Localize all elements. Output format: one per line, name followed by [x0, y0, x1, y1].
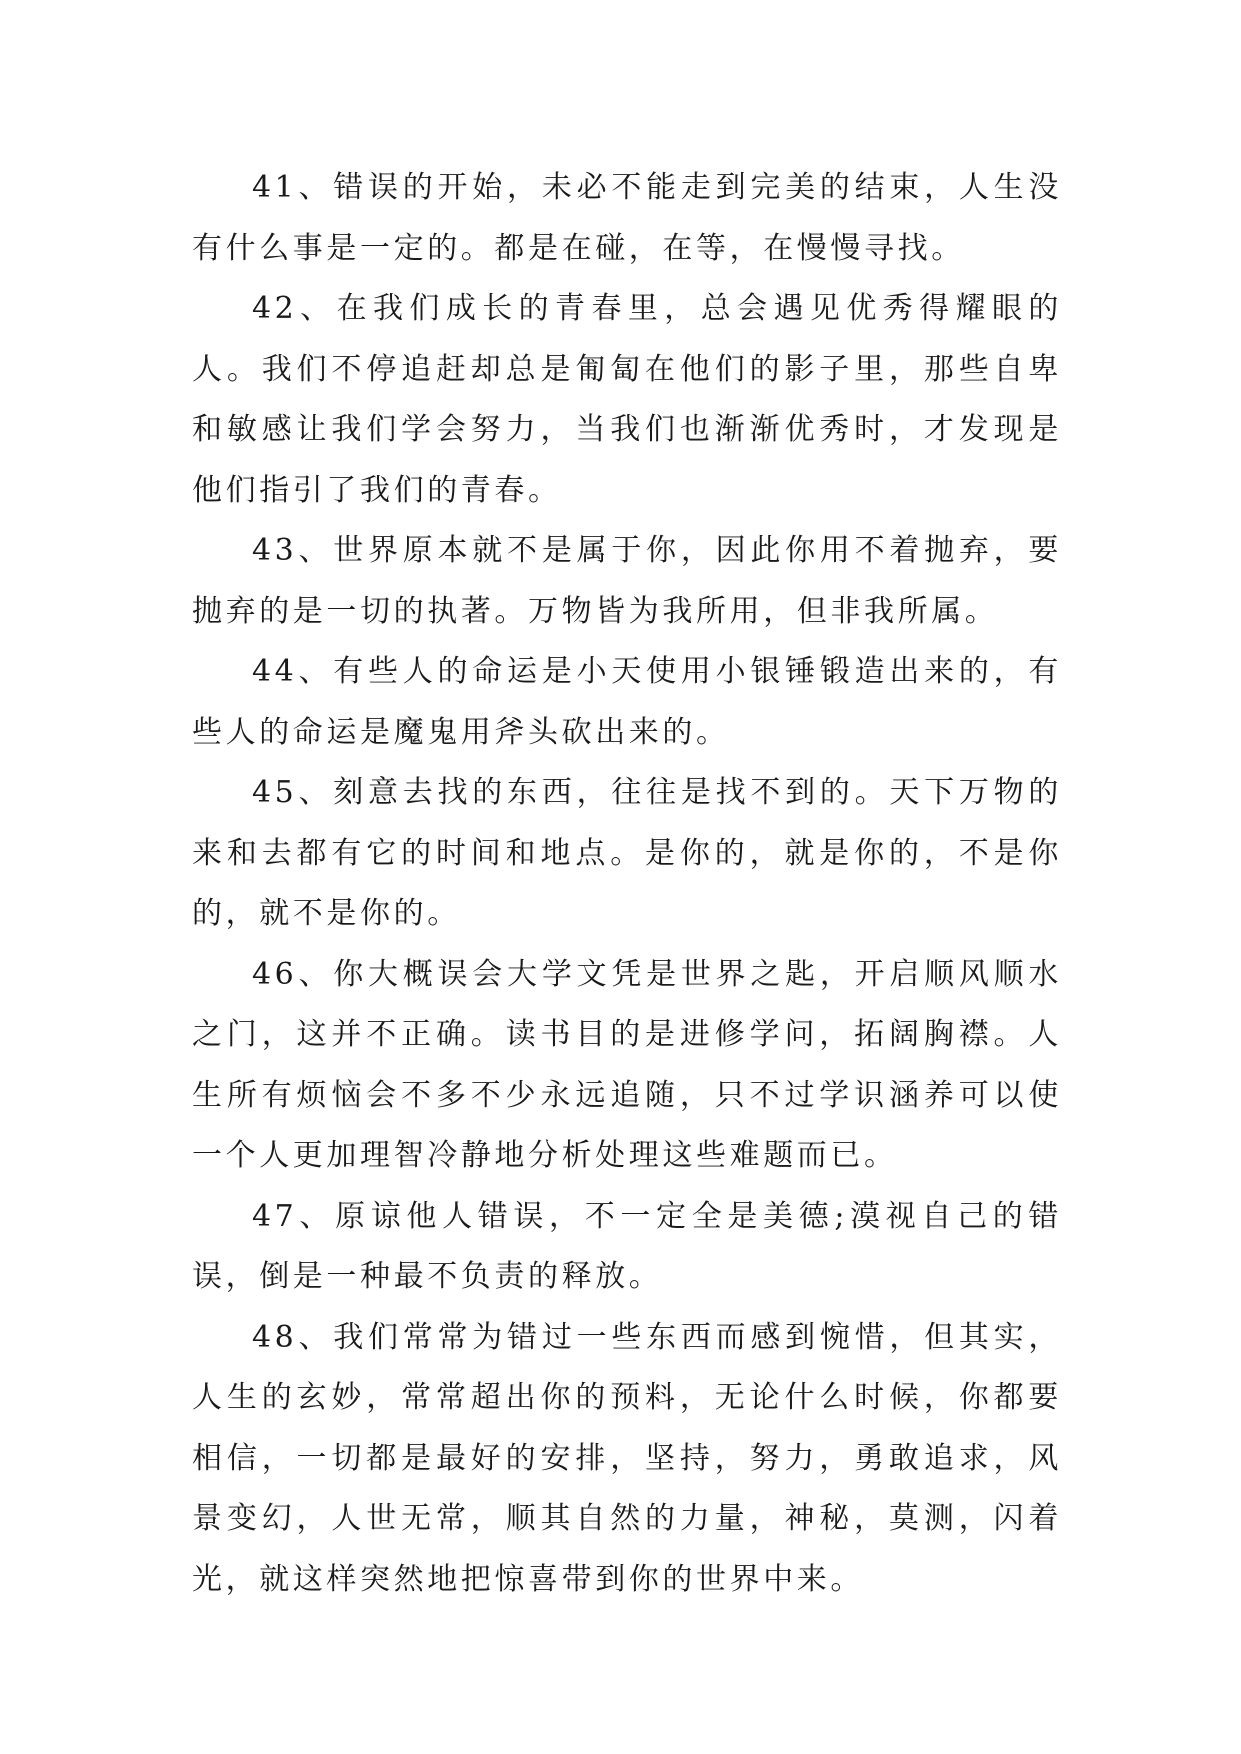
document-body — [192, 158, 1062, 1610]
paragraph-43: 43、世界原本就不是属于你，因此你用不着抛弃，要抛弃的是一切的执著。万物皆为我所用，但非我所属。 — [192, 533, 1062, 629]
paragraph-41: 41、错误的开始，未必不能走到完美的结束，人生没有什么事是一定的。都是在碰，在等，在慢慢寻找。 — [192, 170, 1062, 266]
paragraph-44: 44、有些人的命运是小天使用小银锤锻造出来的，有些人的命运是魔鬼用斧头砍出来的。 — [192, 654, 1062, 750]
paragraph-46: 46、你大概误会大学文凭是世界之匙，开启顺风顺水之门，这并不正确。读书目的是进修学问，拓阔胸襟。人生所有烦恼会不多不少永远追随，只不过学识涵养可以使一个人更加理智冷静地分析处理这些难题而已。 — [192, 956, 1062, 1173]
paragraph-42: 42、在我们成长的青春里，总会遇见优秀得耀眼的人。我们不停追赶却总是匍匐在他们的影子里，那些自卑和敏感让我们学会努力，当我们也渐渐优秀时，才发现是他们指引了我们的青春。 — [192, 291, 1062, 508]
paragraph-48: 48、我们常常为错过一些东西而感到惋惜，但其实，人生的玄妙，常常超出你的预料，无论什么时候，你都要相信，一切都是最好的安排，坚持，努力，勇敢追求，风景变幻，人世无常，顺其自然的力量，神秘，莫测，闪着光，就这样突然地把惊喜带到你的世界中来。 — [192, 1319, 1062, 1597]
paragraph-47: 47、原谅他人错误，不一定全是美德;漠视自己的错误，倒是一种最不负责的释放。 — [192, 1198, 1062, 1294]
paragraph-45: 45、刻意去找的东西，往往是找不到的。天下万物的来和去都有它的时间和地点。是你的，就是你的，不是你的，就不是你的。 — [192, 775, 1062, 931]
